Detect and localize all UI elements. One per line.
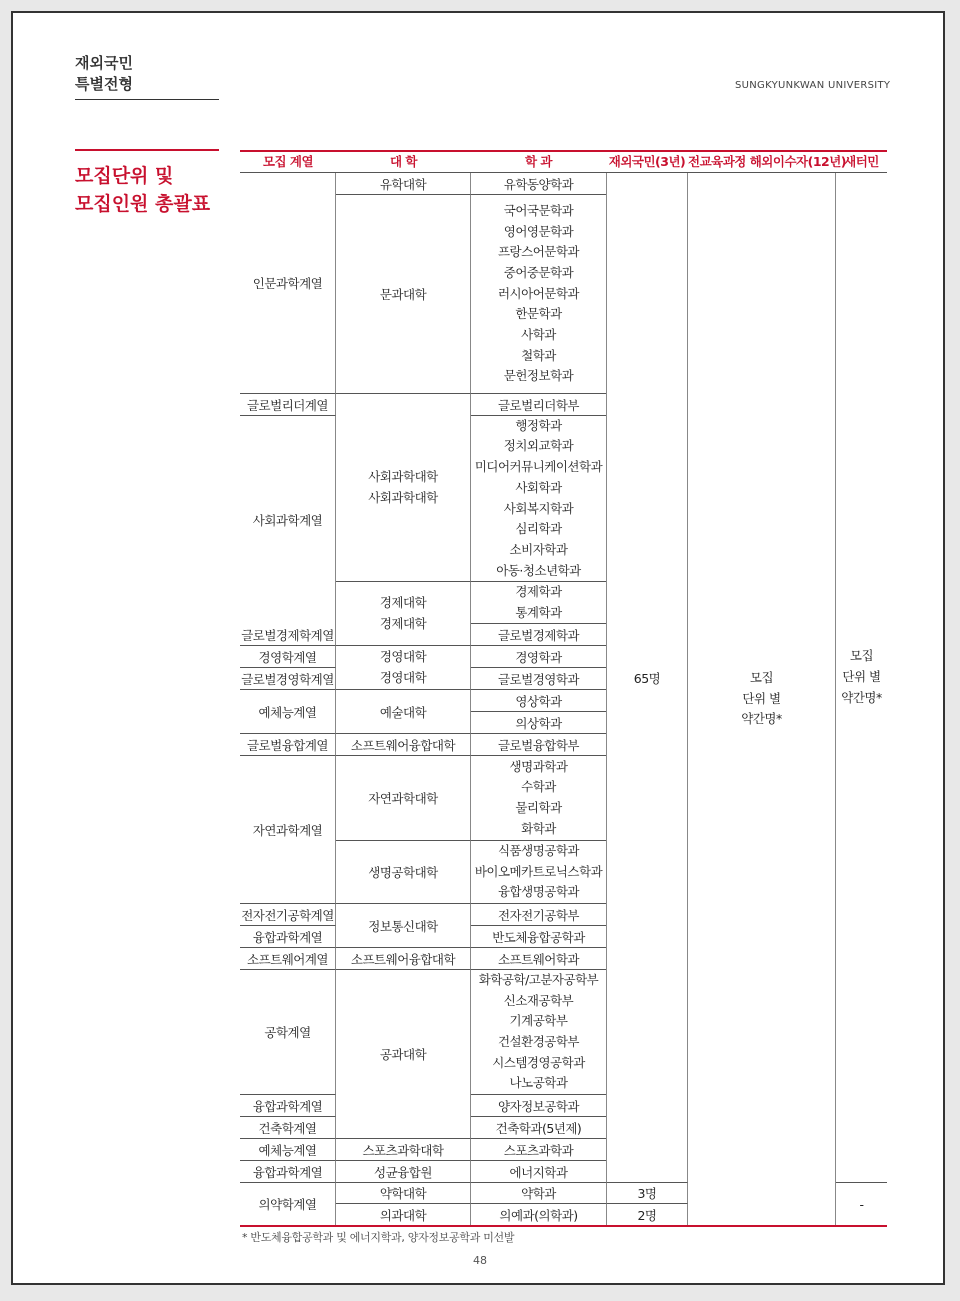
department-name: 생명과학과 (509, 758, 568, 774)
saeteomin-quota (836, 173, 887, 1183)
department-cell: 반도체융합공학과 (471, 926, 606, 948)
category-cell: 글로벌리더계열 (240, 394, 336, 416)
document-page (11, 11, 945, 1285)
category-cell: 의약학계열 (240, 1183, 336, 1225)
category-cell: 예체능계열 (240, 690, 336, 734)
college-name: 경제대학 (379, 594, 427, 610)
college-cell: 성균융합원 (336, 1161, 471, 1183)
quota-note: 모집 (849, 648, 874, 664)
divider (240, 1225, 887, 1227)
college-cell (336, 582, 471, 646)
department-cell: 글로벌경제학과 (471, 624, 606, 646)
header-college: 대 학 (389, 154, 417, 169)
category-cell: 공학계열 (240, 970, 336, 1095)
department-name: 수학과 (521, 779, 556, 795)
category-cell: 건축학계열 (240, 1117, 336, 1139)
department-name: 식품생명공학과 (497, 842, 580, 858)
category-cell: 융합과학계열 (240, 926, 336, 948)
page-title: 모집단위 및 (75, 165, 174, 187)
department-cell: 소프트웨어학과 (471, 948, 606, 970)
department-group (471, 970, 606, 1095)
department-name: 프랑스어문학과 (497, 244, 580, 260)
divider (75, 149, 219, 151)
department-name: 시스템경영공학과 (492, 1054, 585, 1070)
department-name: 한문학과 (515, 306, 562, 322)
department-name: 미디어커뮤니케이션학과 (474, 459, 603, 475)
department-name: 소비자학과 (509, 541, 568, 557)
category-cell: 소프트웨어계열 (240, 948, 336, 970)
department-name: 중어중문학과 (503, 264, 574, 280)
department-name: 융합생명공학과 (497, 884, 580, 900)
department-cell: 에너지학과 (471, 1161, 606, 1183)
department-cell: 글로벌융합학부 (471, 734, 606, 756)
department-name: 사학과 (521, 327, 556, 343)
department-cell: 전자전기공학부 (471, 904, 606, 926)
college-cell: 소프트웨어융합대학 (336, 948, 471, 970)
category-cell: 사회과학계열 (240, 416, 336, 624)
category-cell: 글로벌경영학계열 (240, 668, 336, 690)
department-name: 경제학과 (515, 583, 562, 599)
overseas-3yr-quota: 2명 (606, 1204, 688, 1225)
department-name: 기계공학부 (509, 1013, 568, 1029)
department-name: 물리학과 (515, 800, 562, 815)
department-name: 사회복지학과 (503, 500, 574, 516)
college-cell: 공과대학 (336, 970, 471, 1139)
section-label: 재외국민 (75, 54, 133, 72)
department-name: 나노공학과 (509, 1075, 568, 1091)
department-cell: 영상학과 (471, 690, 606, 712)
quota-note: 약간명* (741, 711, 782, 727)
college-cell: 유학대학 (336, 173, 471, 195)
department-name: 심리학과 (515, 521, 562, 537)
department-name: 문헌정보학과 (503, 368, 574, 384)
category-cell: 전자전기공학계열 (240, 904, 336, 926)
overseas-3yr-quota: 3명 (606, 1183, 688, 1204)
department-name: 화학과 (521, 820, 556, 836)
college-cell (336, 646, 471, 690)
college-cell: 약학대학 (336, 1183, 471, 1204)
header-saeteomin: 새터민 (844, 154, 879, 169)
department-name: 바이오메카트로닉스학과 (474, 863, 603, 879)
college-name: 사회과학대학 (368, 468, 438, 484)
college-name: 경제대학 (379, 615, 427, 631)
department-cell: 글로벌리더학부 (471, 394, 606, 416)
header-department: 학 과 (524, 154, 552, 169)
department-name: 행정학과 (515, 417, 562, 433)
department-cell: 건축학과(5년제) (471, 1117, 606, 1139)
college-cell: 정보통신대학 (336, 904, 471, 948)
category-cell: 융합과학계열 (240, 1161, 336, 1183)
header-overseas-3yr: 재외국민(3년) (608, 154, 686, 169)
department-name: 철학과 (521, 347, 556, 363)
section-label: 특별전형 (75, 75, 133, 93)
college-cell: 생명공학대학 (336, 841, 471, 904)
category-cell: 경영학계열 (240, 646, 336, 668)
department-name: 사회학과 (515, 479, 562, 495)
department-cell: 유학동양학과 (471, 173, 606, 195)
overseas-3yr-quota: 65명 (606, 173, 688, 1183)
category-cell: 글로벌융합계열 (240, 734, 336, 756)
department-name: 정치외교학과 (503, 438, 574, 454)
college-cell: 자연과학대학 (336, 756, 471, 841)
college-cell: 예술대학 (336, 690, 471, 734)
department-group (471, 756, 606, 841)
department-name: 국어국문학과 (503, 202, 574, 218)
quota-note: 모집 (749, 669, 774, 685)
department-cell: 의상학과 (471, 712, 606, 734)
college-cell: 문과대학 (336, 195, 471, 394)
header-overseas-12yr: 전교육과정 해외이수자(12년) (688, 154, 846, 169)
department-name: 러시아어문학과 (497, 285, 580, 301)
department-name: 통계학과 (515, 604, 562, 620)
header-category: 모집 계열 (262, 154, 314, 169)
divider (75, 99, 219, 100)
department-name: 건설환경공학부 (497, 1034, 580, 1049)
category-cell: 인문과학계열 (240, 173, 336, 394)
college-cell (336, 394, 471, 582)
department-cell: 의예과(의학과) (499, 1207, 578, 1223)
page-number: 48 (473, 1254, 487, 1267)
department-group (471, 195, 606, 394)
university-name: SUNGKYUNKWAN UNIVERSITY (735, 80, 891, 91)
department-cell: 양자정보공학과 (471, 1095, 606, 1117)
category-cell: 융합과학계열 (240, 1095, 336, 1117)
department-name: 신소재공학부 (503, 992, 574, 1008)
category-cell: 자연과학계열 (240, 756, 336, 904)
department-cell: 약학과 (471, 1183, 606, 1204)
college-cell: 소프트웨어융합대학 (336, 734, 471, 756)
college-cell: 의과대학 (336, 1204, 471, 1225)
category-cell: 예체능계열 (240, 1139, 336, 1161)
college-name: 사회과학대학 (368, 489, 438, 505)
quota-note: 단위 별 (742, 690, 781, 706)
quota-note: 단위 별 (842, 669, 881, 685)
department-name: 화학공학/고분자공학부 (478, 971, 599, 987)
overseas-12yr-quota (688, 173, 836, 1225)
department-cell: 글로벌경영학과 (471, 668, 606, 690)
saeteomin-quota: - (859, 1196, 864, 1212)
department-name: 아동·청소년학과 (496, 562, 581, 578)
college-name: 경영대학 (379, 669, 427, 685)
college-name: 경영대학 (379, 648, 427, 664)
department-cell: 경영학과 (471, 646, 606, 668)
page-title: 모집인원 총괄표 (75, 193, 211, 215)
category-cell: 글로벌경제학계열 (240, 624, 336, 646)
quota-note: 약간명* (841, 689, 882, 705)
department-group (471, 582, 606, 624)
department-name: 영어영문학과 (503, 223, 574, 239)
footnote: * 반도체융합공학과 및 에너지학과, 양자정보공학과 미선발 (242, 1231, 515, 1244)
department-group (471, 416, 606, 582)
college-cell: 스포츠과학대학 (336, 1139, 471, 1161)
department-group (471, 841, 606, 904)
department-cell: 스포츠과학과 (471, 1139, 606, 1161)
